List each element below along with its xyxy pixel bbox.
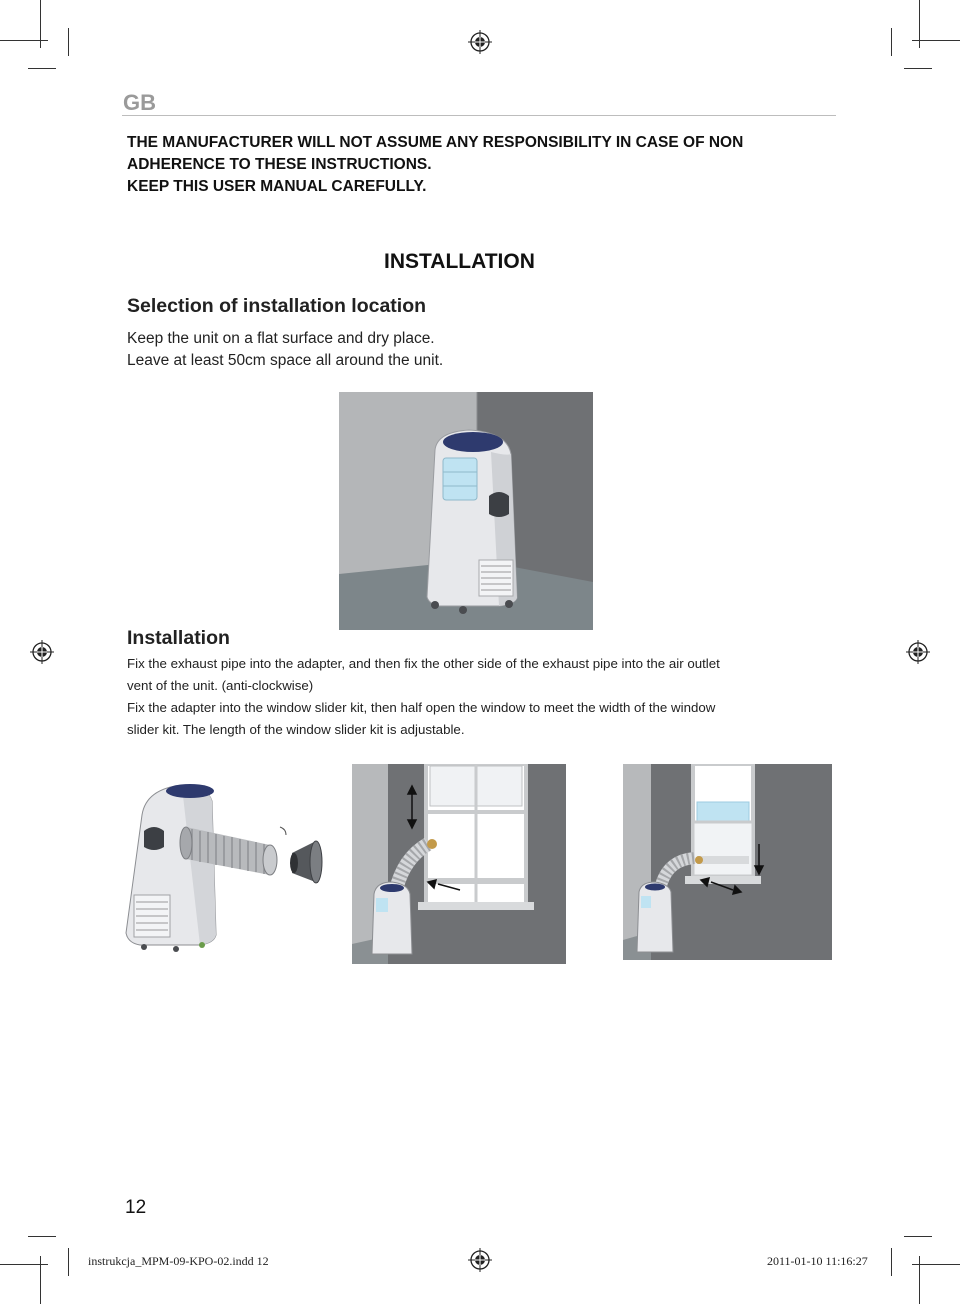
instruction-line: vent of the unit. (anti-clockwise) — [127, 678, 314, 693]
crop-mark — [28, 68, 56, 69]
crop-mark — [0, 1264, 48, 1265]
instruction-line: Leave at least 50cm space all around the unit. — [127, 352, 444, 369]
crop-mark — [904, 1236, 932, 1237]
registration-mark-icon — [30, 640, 54, 664]
crop-mark — [912, 1264, 960, 1265]
unit-placement-illustration — [339, 392, 593, 630]
page-title: INSTALLATION — [384, 250, 535, 273]
instruction-line: Keep the unit on a flat surface and dry place. — [127, 330, 435, 347]
window-half-open-illustration — [623, 764, 832, 960]
crop-mark — [68, 1248, 69, 1276]
installation-instructions — [127, 653, 720, 741]
section-heading-installation: Installation — [127, 627, 230, 649]
exhaust-pipe-assembly-illustration — [120, 775, 330, 955]
warning-line: ADHERENCE TO THESE INSTRUCTIONS. — [127, 156, 432, 173]
footer-file-name: instrukcja_MPM-09-KPO-02.indd 12 — [88, 1254, 269, 1268]
language-code: GB — [123, 90, 156, 115]
crop-mark — [68, 28, 69, 56]
location-instructions — [127, 328, 443, 372]
section-heading-location: Selection of installation location — [127, 295, 427, 317]
registration-mark-icon — [468, 1248, 492, 1272]
crop-mark — [912, 40, 960, 41]
crop-mark — [891, 1248, 892, 1276]
instruction-line: slider kit. The length of the window slider kit is adjustable. — [127, 722, 465, 737]
crop-mark — [28, 1236, 56, 1237]
crop-mark — [891, 28, 892, 56]
crop-mark — [0, 40, 48, 41]
header-divider — [122, 115, 836, 116]
crop-mark — [904, 68, 932, 69]
instruction-line: Fix the adapter into the window slider kit, then half open the window to meet the width of the window — [127, 700, 716, 715]
warning-line: KEEP THIS USER MANUAL CAREFULLY. — [127, 178, 427, 195]
window-slider-kit-illustration — [352, 764, 566, 964]
warning-notice — [127, 132, 743, 198]
registration-mark-icon — [468, 30, 492, 54]
instruction-line: Fix the exhaust pipe into the adapter, and then fix the other side of the exhaust pipe into the air outlet — [127, 656, 720, 671]
warning-line: THE MANUFACTURER WILL NOT ASSUME ANY RESPONSIBILITY IN CASE OF NON — [127, 134, 744, 151]
page-number: 12 — [125, 1197, 147, 1218]
footer-timestamp: 2011-01-10 11:16:27 — [767, 1254, 868, 1268]
registration-mark-icon — [906, 640, 930, 664]
